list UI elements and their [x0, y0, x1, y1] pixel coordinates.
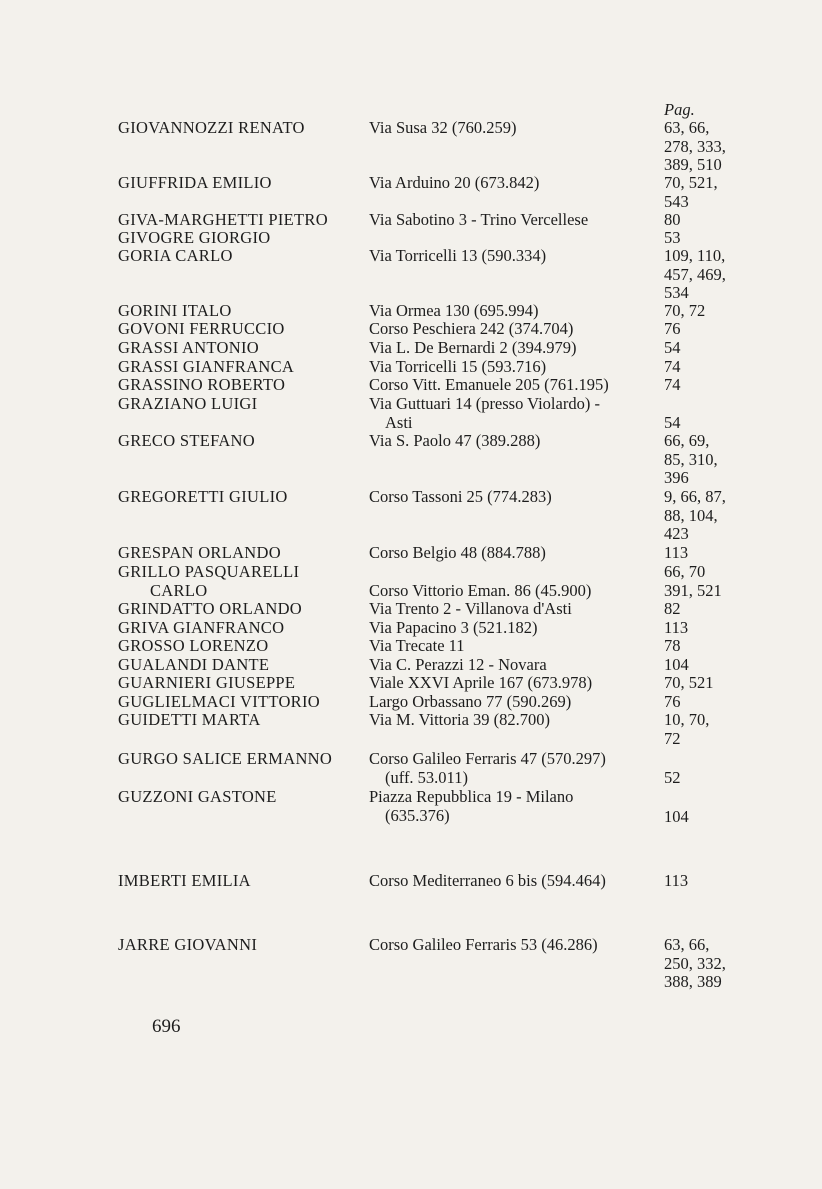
- entry-name: GUZZONI GASTONE: [118, 787, 277, 806]
- entry-pages: 9, 66, 87, 88, 104, 423: [664, 487, 726, 543]
- entry-name: GRIVA GIANFRANCO: [118, 618, 285, 637]
- entry-name: GRINDATTO ORLANDO: [118, 599, 302, 618]
- entry-pages: 53: [664, 228, 681, 247]
- entry-name: GROSSO LORENZO: [118, 636, 269, 655]
- entry-pages: 63, 66, 250, 332, 388, 389: [664, 935, 726, 991]
- entry-address: Corso Peschiera 242 (374.704): [369, 319, 574, 338]
- entry-address: Viale XXVI Aprile 167 (673.978): [369, 673, 593, 692]
- entry-name: GUALANDI DANTE: [118, 655, 270, 674]
- entry-address: Via L. De Bernardi 2 (394.979): [369, 338, 577, 357]
- entry-address: Largo Orbassano 77 (590.269): [369, 692, 572, 711]
- entry-pages: 113: [664, 618, 689, 637]
- entry-pages: 104: [664, 655, 689, 674]
- entry-pages: 80: [664, 210, 681, 229]
- entry-address: Via Papacino 3 (521.182): [369, 618, 538, 637]
- entry-pages: 66, 69, 85, 310, 396: [664, 431, 718, 487]
- entry-name: GOVONI FERRUCCIO: [118, 319, 285, 338]
- entry-pages: 76: [664, 692, 681, 711]
- entry-pages: 70, 521, 543: [664, 173, 718, 211]
- entry-name: GRASSI ANTONIO: [118, 338, 259, 357]
- entry-name: GORIA CARLO: [118, 246, 233, 265]
- entry-name: IMBERTI EMILIA: [118, 871, 251, 890]
- entry-name: GRASSI GIANFRANCA: [118, 357, 295, 376]
- entry-name: GRESPAN ORLANDO: [118, 543, 281, 562]
- entry-pages: 52: [664, 767, 681, 787]
- entry-address: Corso Tassoni 25 (774.283): [369, 487, 552, 506]
- entry-address: Via Trecate 11: [369, 636, 465, 655]
- entry-address: Corso Belgio 48 (884.788): [369, 543, 546, 562]
- entry-address: Via C. Perazzi 12 - Novara: [369, 655, 547, 674]
- entry-pages: 78: [664, 636, 681, 655]
- entry-name: GRECO STEFANO: [118, 431, 255, 450]
- page-column-header: Pag.: [664, 100, 695, 119]
- entry-address: Via Susa 32 (760.259): [369, 118, 517, 137]
- entry-name: GIVOGRE GIORGIO: [118, 228, 271, 247]
- entry-pages: 66, 70 391, 521: [664, 562, 722, 600]
- entry-pages: 74: [664, 375, 681, 394]
- entry-address: Via Sabotino 3 - Trino Vercellese: [369, 210, 589, 229]
- entry-name: GUIDETTI MARTA: [118, 710, 261, 729]
- entry-pages: 10, 70, 72: [664, 710, 710, 748]
- entry-name: GIVA-MARGHETTI PIETRO: [118, 210, 328, 229]
- entry-name: GURGO SALICE ERMANNO: [118, 749, 333, 768]
- entry-pages: 74: [664, 357, 681, 376]
- entry-name: GRILLO PASQUARELLI CARLO: [118, 562, 300, 600]
- entry-pages: 54: [664, 412, 681, 432]
- entry-pages: 63, 66, 278, 333, 389, 510: [664, 118, 726, 174]
- entry-name: GORINI ITALO: [118, 301, 232, 320]
- entry-pages: 109, 110, 457, 469, 534: [664, 246, 726, 302]
- entry-address: Via Arduino 20 (673.842): [369, 173, 540, 192]
- entry-name: GUGLIELMACI VITTORIO: [118, 692, 320, 711]
- entry-name: GIOVANNOZZI RENATO: [118, 118, 305, 137]
- entry-pages: 104: [664, 806, 689, 826]
- entry-pages: 76: [664, 319, 681, 338]
- entry-address: Corso Galileo Ferraris 53 (46.286): [369, 935, 598, 954]
- page-number: 696: [152, 1016, 181, 1037]
- entry-pages: 113: [664, 543, 689, 562]
- entry-address: Via Torricelli 13 (590.334): [369, 246, 547, 265]
- entry-pages: 70, 72: [664, 301, 706, 320]
- entry-address: Via Ormea 130 (695.994): [369, 301, 539, 320]
- entry-name: JARRE GIOVANNI: [118, 935, 258, 954]
- entry-address: Corso Mediterraneo 6 bis (594.464): [369, 871, 606, 890]
- entry-address: Via M. Vittoria 39 (82.700): [369, 710, 551, 729]
- entry-address: Via Guttuari 14 (presso Violardo) - Asti: [369, 394, 600, 432]
- entry-name: GREGORETTI GIULIO: [118, 487, 288, 506]
- entry-address: Corso Vittorio Eman. 86 (45.900): [369, 580, 592, 600]
- entry-name: GUARNIERI GIUSEPPE: [118, 673, 296, 692]
- entry-pages: 82: [664, 599, 681, 618]
- entry-name: GIUFFRIDA EMILIO: [118, 173, 272, 192]
- entry-pages: 54: [664, 338, 681, 357]
- entry-name: GRASSINO ROBERTO: [118, 375, 286, 394]
- entry-address: Via Torricelli 15 (593.716): [369, 357, 547, 376]
- entry-address: Corso Galileo Ferraris 47 (570.297) (uff. 53.011): [369, 749, 606, 787]
- entry-address: Via S. Paolo 47 (389.288): [369, 431, 541, 450]
- entry-pages: 70, 521: [664, 673, 714, 692]
- entry-name: GRAZIANO LUIGI: [118, 394, 258, 413]
- entry-address: Corso Vitt. Emanuele 205 (761.195): [369, 375, 609, 394]
- entry-pages: 113: [664, 871, 689, 890]
- entry-address: Piazza Repubblica 19 - Milano (635.376): [369, 787, 574, 825]
- entry-address: Via Trento 2 - Villanova d'Asti: [369, 599, 572, 618]
